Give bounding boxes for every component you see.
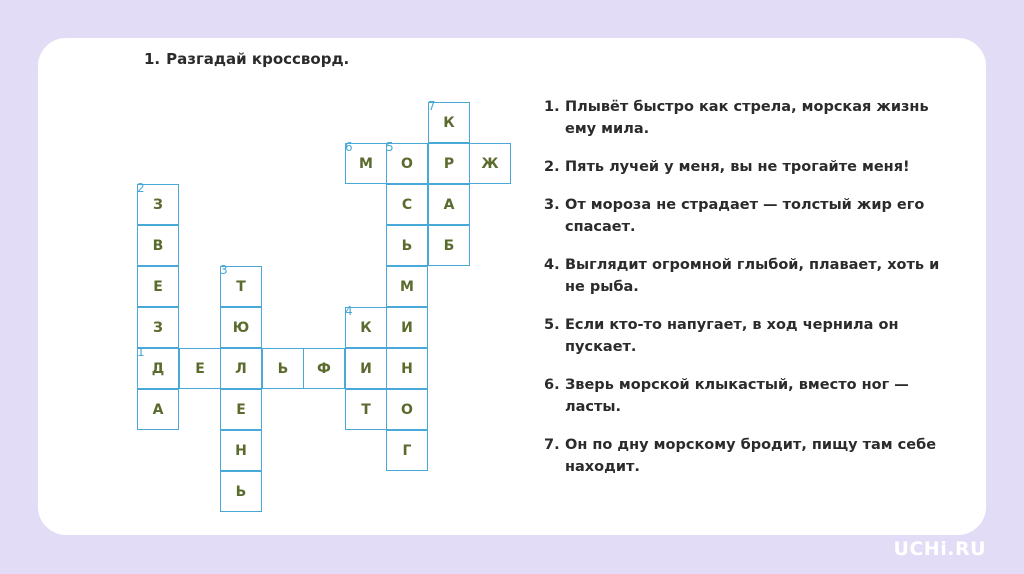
crossword-cell[interactable] (220, 348, 262, 389)
cell-letter: А (152, 401, 164, 418)
cell-letter: М (400, 278, 414, 295)
cell-letter: И (360, 360, 372, 377)
cell-letter: Ь (235, 483, 247, 500)
cell-clue-number: 2 (137, 181, 145, 195)
crossword-cell[interactable] (345, 348, 387, 389)
clue-text: Если кто-то напугает, в ход чернила он пускает. (565, 317, 899, 355)
crossword-cell[interactable] (345, 389, 387, 430)
cell-letter: Е (195, 360, 205, 377)
clue-text: Плывёт быстро как стрела, морская жизнь ему мила. (565, 99, 929, 137)
cell-letter: Л (235, 360, 247, 377)
crossword-cell[interactable] (428, 99, 470, 143)
cell-letter: И (401, 319, 413, 336)
cell-letter: Р (443, 155, 455, 172)
cell-letter: З (153, 319, 163, 336)
task-heading: Разгадай кроссворд. (166, 50, 350, 68)
cell-clue-number: 6 (345, 140, 353, 154)
crossword-cell[interactable] (345, 140, 387, 184)
cell-letter: В (152, 237, 164, 254)
clue-text: Пять лучей у меня, вы не трогайте меня! (565, 159, 910, 175)
cell-letter: Б (443, 237, 455, 254)
crossword-cell[interactable] (386, 307, 428, 348)
cell-letter: К (360, 319, 372, 336)
cell-letter: Ь (277, 360, 289, 377)
cell-letter: Т (236, 278, 246, 295)
crossword-cell[interactable] (428, 184, 470, 225)
clue-text: Зверь морской клыкастый, вместо ног — ласты. (565, 377, 909, 415)
clue-item (544, 434, 944, 478)
crossword-cell[interactable] (137, 225, 179, 266)
clue-text: Он по дну морскому бродит, пищу там себе находит. (565, 437, 937, 475)
cell-letter: О (401, 401, 413, 418)
cell-letter: Е (236, 401, 246, 418)
crossword-cell[interactable] (345, 304, 387, 348)
cell-letter: Г (402, 442, 412, 459)
cell-clue-number: 1 (137, 345, 145, 359)
crossword-cell[interactable] (386, 140, 428, 184)
crossword-cell[interactable] (386, 430, 428, 471)
cell-clue-number: 5 (386, 140, 394, 154)
clue-item (544, 156, 944, 178)
cell-letter: М (359, 155, 373, 172)
clue-number: 2. (544, 159, 560, 175)
crossword-cell[interactable] (220, 263, 262, 307)
clue-item (544, 96, 944, 140)
cell-letter: Н (401, 360, 413, 377)
crossword-cell[interactable] (220, 471, 262, 512)
cell-letter: Ю (232, 319, 250, 336)
crossword-cell[interactable] (179, 348, 221, 389)
cell-letter: Ь (401, 237, 413, 254)
clue-number: 4. (544, 257, 560, 273)
clue-item (544, 374, 944, 418)
crossword-cell[interactable] (262, 348, 304, 389)
crossword-cell[interactable] (386, 266, 428, 307)
cell-clue-number: 3 (220, 263, 228, 277)
cell-letter: Ф (317, 360, 331, 377)
clue-number: 7. (544, 437, 560, 453)
crossword-cell[interactable] (220, 389, 262, 430)
crossword-cell[interactable] (386, 184, 428, 225)
clue-text: От мороза не страдает — толстый жир его спасает. (565, 197, 925, 235)
crossword-cell[interactable] (137, 345, 179, 389)
clue-item (544, 314, 944, 358)
cell-letter: А (443, 196, 455, 213)
cell-letter: Е (153, 278, 163, 295)
crossword-cell[interactable] (137, 389, 179, 430)
cell-clue-number: 7 (428, 99, 436, 113)
cell-clue-number: 4 (345, 304, 353, 318)
cell-letter: Д (151, 360, 165, 377)
crossword-cell[interactable] (137, 181, 179, 225)
task-number: 1. (144, 50, 161, 68)
crossword-cell[interactable] (137, 266, 179, 307)
cell-letter: Н (235, 442, 247, 459)
clue-text: Выглядит огромной глыбой, плавает, хоть и не рыба. (565, 257, 940, 295)
cell-letter: З (153, 196, 163, 213)
crossword-cell[interactable] (428, 225, 470, 266)
clue-number: 3. (544, 197, 560, 213)
cell-letter: С (401, 196, 413, 213)
clue-number: 5. (544, 317, 560, 333)
cell-letter: Ж (481, 155, 499, 172)
cell-letter: Т (361, 401, 371, 418)
uchi-logo: UCHi.RU (893, 538, 986, 560)
cell-letter: О (401, 155, 413, 172)
crossword-cell[interactable] (303, 348, 345, 389)
crossword-cell[interactable] (386, 348, 428, 389)
clue-item (544, 254, 944, 298)
crossword-cell[interactable] (469, 143, 511, 184)
clue-item (544, 194, 944, 238)
clue-number: 6. (544, 377, 560, 393)
clue-number: 1. (544, 99, 560, 115)
crossword-cell[interactable] (137, 307, 179, 348)
crossword-cell[interactable] (428, 143, 470, 184)
crossword-cell[interactable] (386, 225, 428, 266)
clue-list (544, 96, 944, 494)
crossword-cell[interactable] (220, 307, 262, 348)
crossword-cell[interactable] (220, 430, 262, 471)
crossword-cell[interactable] (386, 389, 428, 430)
cell-letter: К (443, 114, 455, 131)
